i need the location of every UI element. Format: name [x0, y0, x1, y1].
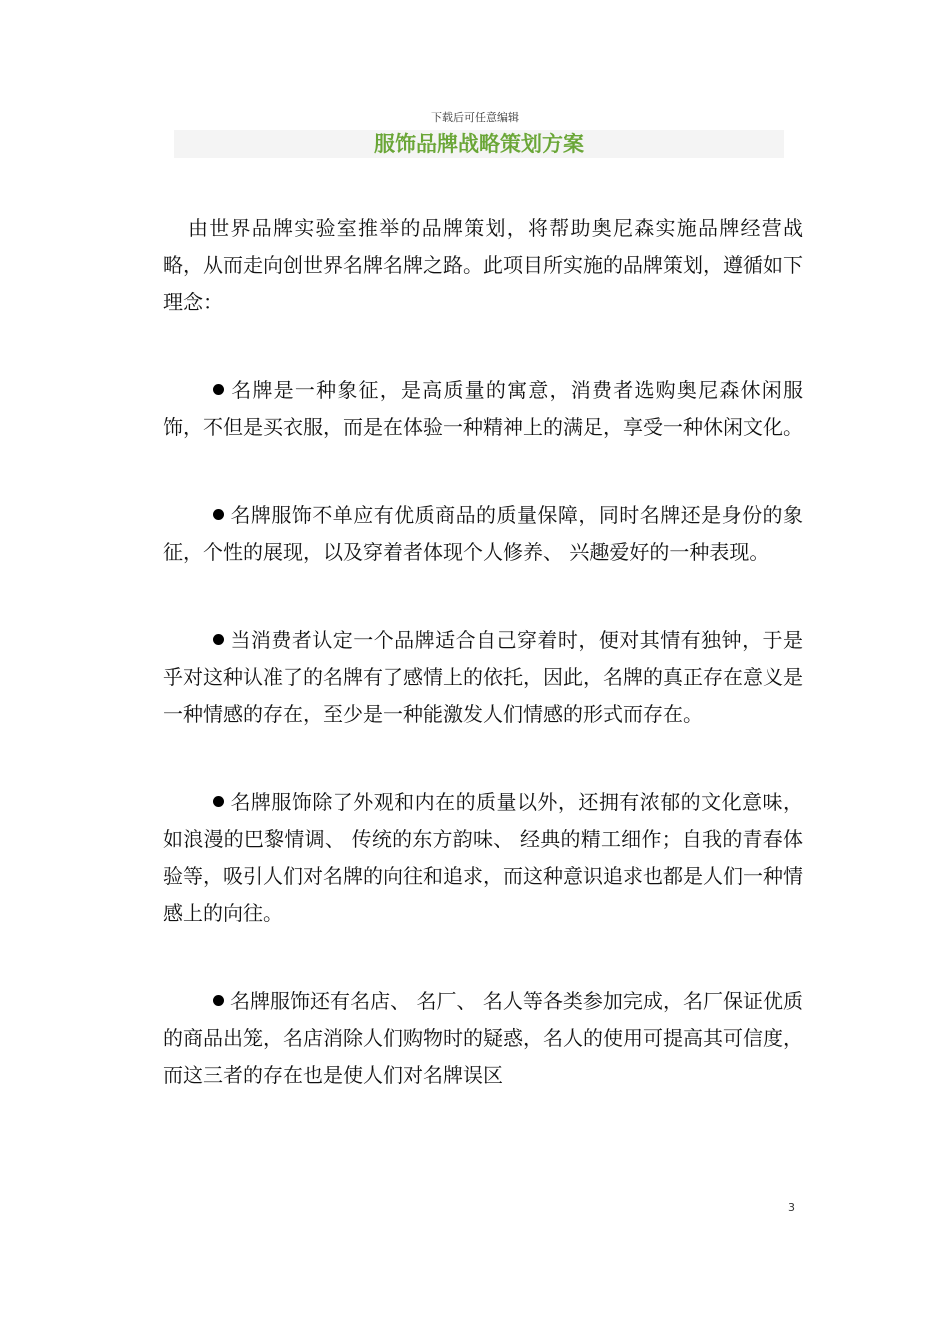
bullet-text-2: 名牌服饰不单应有优质商品的质量保障，同时名牌还是身份的象征，个性的展现，以及穿着者体现个人修养、 兴趣爱好的一种表现。: [163, 503, 803, 564]
document-title: 服饰品牌战略策划方案: [174, 130, 784, 158]
header-note: 下载后可任意编辑: [431, 111, 519, 124]
bullet-paragraph-2: [163, 497, 803, 571]
page-number: 3: [788, 1201, 795, 1214]
bullet-text-1: 名牌是一种象征，是高质量的寓意，消费者选购奥尼森休闲服饰，不但是买衣服，而是在体验一种精神上的满足，享受一种休闲文化。: [163, 378, 803, 439]
paragraph-spacer: [163, 321, 803, 372]
bullet-paragraph-5: [163, 983, 803, 1094]
paragraph-spacer: [163, 932, 803, 983]
bullet-text-3: 当消费者认定一个品牌适合自己穿着时，便对其情有独钟，于是乎对这种认准了的名牌有了感情上的依托，因此，名牌的真正存在意义是一种情感的存在，至少是一种能激发人们情感的形式而存在。: [163, 628, 803, 726]
bullet-icon: [213, 384, 224, 395]
paragraph-spacer: [163, 571, 803, 622]
bullet-icon: [213, 796, 224, 807]
bullet-icon: [213, 509, 224, 520]
bullet-paragraph-3: [163, 622, 803, 733]
bullet-text-5: 名牌服饰还有名店、 名厂、 名人等各类参加完成，名厂保证优质的商品出笼，名店消除人们购物时的疑惑，名人的使用可提高其可信度，而这三者的存在也是使人们对名牌误区: [163, 989, 803, 1087]
bullet-text-4: 名牌服饰除了外观和内在的质量以外，还拥有浓郁的文化意味，如浪漫的巴黎情调、 传统的东方韵味、 经典的精工细作；自我的青春体验等，吸引人们对名牌的向往和追求，而这种意识追求也都是人们一种情感上的向往。: [163, 790, 803, 925]
bullet-paragraph-1: [163, 372, 803, 446]
intro-paragraph: 由世界品牌实验室推举的品牌策划，将帮助奥尼森实施品牌经营战略，从而走向创世界名牌名牌之路。此项目所实施的品牌策划，遵循如下理念：: [163, 216, 803, 314]
document-body: [163, 210, 803, 1094]
bullet-icon: [213, 995, 224, 1006]
paragraph-spacer: [163, 733, 803, 784]
bullet-paragraph-4: [163, 784, 803, 932]
paragraph-spacer: [163, 446, 803, 497]
bullet-icon: [213, 634, 224, 645]
